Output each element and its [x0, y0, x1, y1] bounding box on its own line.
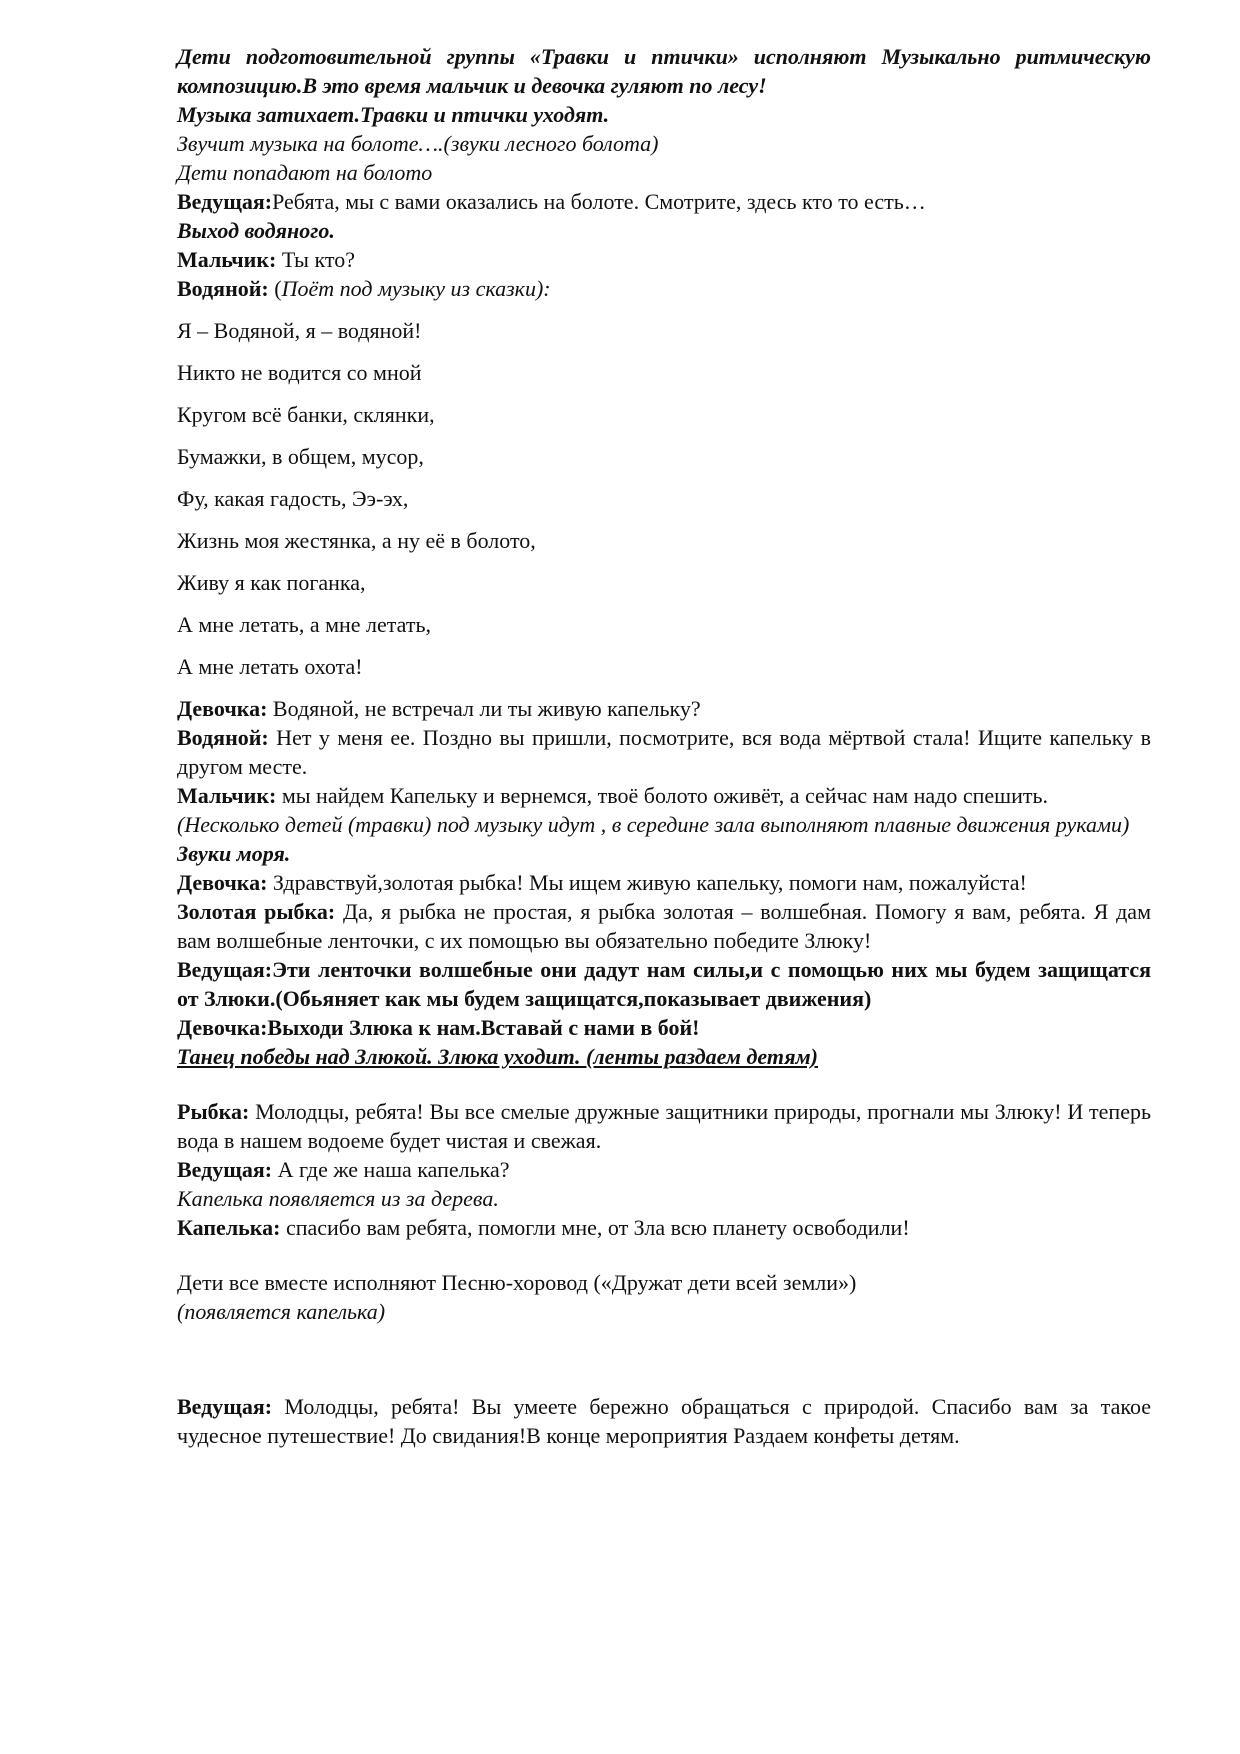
boy-line-1	[177, 245, 1151, 274]
paren-open: (	[268, 276, 282, 301]
speaker-label: Водяной:	[177, 276, 269, 301]
music-fades-note: Музыка затихает.Травки и птички уходят.	[177, 102, 610, 127]
song-line: Кругом всё банки, склянки,	[177, 402, 435, 427]
song-line: Никто не водится со мной	[177, 360, 422, 385]
speaker-label: Рыбка:	[177, 1099, 250, 1124]
stage-direction: Поёт под музыку из сказки):	[281, 276, 551, 301]
speaker-label: Мальчик:	[177, 247, 277, 272]
victory-dance-note: Танец победы над Злюкой. Злюка уходит. (ленты раздаем детям)	[177, 1044, 818, 1069]
grass-dance-direction: (Несколько детей (травки) под музыку идут , в середине зала выполняют плавные движения руками)	[177, 812, 1130, 837]
spacer	[177, 1326, 1151, 1366]
speech-text: Ты кто?	[276, 247, 355, 272]
speaker-label: Ведущая:	[177, 189, 273, 214]
speaker-label: Водяной:	[177, 725, 269, 750]
song-line: Фу, какая гадость, Ээ-эх,	[177, 486, 409, 511]
speaker-label: Капелька:	[177, 1215, 281, 1240]
children-arrive-note: Дети попадают на болото	[177, 160, 433, 185]
speech-text: мы найдем Капельку и вернемся, твоё болото оживёт, а сейчас нам надо спешить.	[276, 783, 1049, 808]
speaker-label: Мальчик:	[177, 783, 277, 808]
song-line: Жизнь моя жестянка, а ну её в болото,	[177, 528, 536, 553]
song-line: Я – Водяной, я – водяной!	[177, 318, 422, 343]
speech-text: Здравствуй,золотая рыбка! Мы ищем живую капельку, помоги нам, пожалуйста!	[267, 870, 1027, 895]
speaker-label: Золотая рыбка:	[177, 899, 336, 924]
speaker-label: Девочка:	[177, 870, 268, 895]
speech-text: Нет у меня ее. Поздно вы пришли, посмотрите, вся вода мёртвой стала! Ищите капельку в другом месте.	[177, 725, 1151, 779]
speech-text: Молодцы, ребята! Вы все смелые дружные защитники природы, прогнали мы Злюку! И теперь вода в нашем водоеме будет чистая и свежая.	[177, 1099, 1151, 1153]
host-line-1	[177, 187, 1151, 216]
drop-appears-note: Капелька появляется из за дерева.	[177, 1186, 499, 1211]
speech-text: А где же наша капелька?	[272, 1157, 510, 1182]
host-line-3	[177, 1155, 1151, 1184]
speech-text: спасибо вам ребята, помогли мне, от Зла всю планету освободили!	[280, 1215, 910, 1240]
vodyanoy-line-2	[177, 723, 1151, 781]
intro-paragraph: Дети подготовительной группы «Травки и птички» исполняют Музыкально ритмическую композицию.В это время мальчик и девочка гуляют по лесу!	[177, 44, 1151, 98]
host-final-line	[177, 1392, 1151, 1450]
boy-line-2	[177, 781, 1151, 810]
song-line: Бумажки, в общем, мусор,	[177, 444, 424, 469]
speaker-label: Ведущая:	[177, 1394, 273, 1419]
speech-text: Да, я рыбка не простая, я рыбка золотая – волшебная. Помогу я вам, ребята. Я дам вам волшебные ленточки, с их помощью вы обязательно победите Злюку!	[177, 899, 1151, 953]
document-page	[177, 42, 1151, 1450]
drop-line	[177, 1213, 1151, 1242]
spacer	[177, 1366, 1151, 1392]
speech-text: Ребята, мы с вами оказались на болоте. Смотрите, здесь кто то есть…	[272, 189, 926, 214]
vodyanoy-line-1	[177, 274, 1151, 303]
speech-text: Молодцы, ребята! Вы умеете бережно обращаться с природой. Спасибо вам за такое чудесное путешествие! До свидания!В конце мероприятия Раздаем конфеты детям.	[177, 1394, 1151, 1448]
drop-appears-direction: (появляется капелька)	[177, 1299, 386, 1324]
speech-text: Водяной, не встречал ли ты живую капельку?	[267, 696, 701, 721]
swamp-music-note: Звучит музыка на болоте….(звуки лесного болота)	[177, 131, 659, 156]
host-line-2: Ведущая:Эти ленточки волшебные они дадут нам силы,и с помощью них мы будем защищатся от Злюки.(Обьяняет как мы будем защищатся,показывает движения)	[177, 957, 1151, 1011]
song-line: А мне летать охота!	[177, 654, 363, 679]
speaker-label: Ведущая:	[177, 1157, 273, 1182]
sea-sounds-note: Звуки моря.	[177, 841, 291, 866]
vodyanoy-enter-note: Выход водяного.	[177, 218, 335, 243]
song-line: Живу я как поганка,	[177, 570, 366, 595]
girl-line-3: Девочка:Выходи Злюка к нам.Вставай с нами в бой!	[177, 1015, 700, 1040]
spacer	[177, 1071, 1151, 1097]
spacer	[177, 1242, 1151, 1268]
girl-line-2	[177, 868, 1151, 897]
speaker-label: Девочка:	[177, 696, 268, 721]
round-dance-note: Дети все вместе исполняют Песню-хоровод («Дружат дети всей земли»)	[177, 1270, 857, 1295]
vodyanoy-song	[177, 316, 1151, 694]
fish-line-2	[177, 1097, 1151, 1155]
girl-line-1	[177, 694, 1151, 723]
song-line: А мне летать, а мне летать,	[177, 612, 432, 637]
goldfish-line	[177, 897, 1151, 955]
